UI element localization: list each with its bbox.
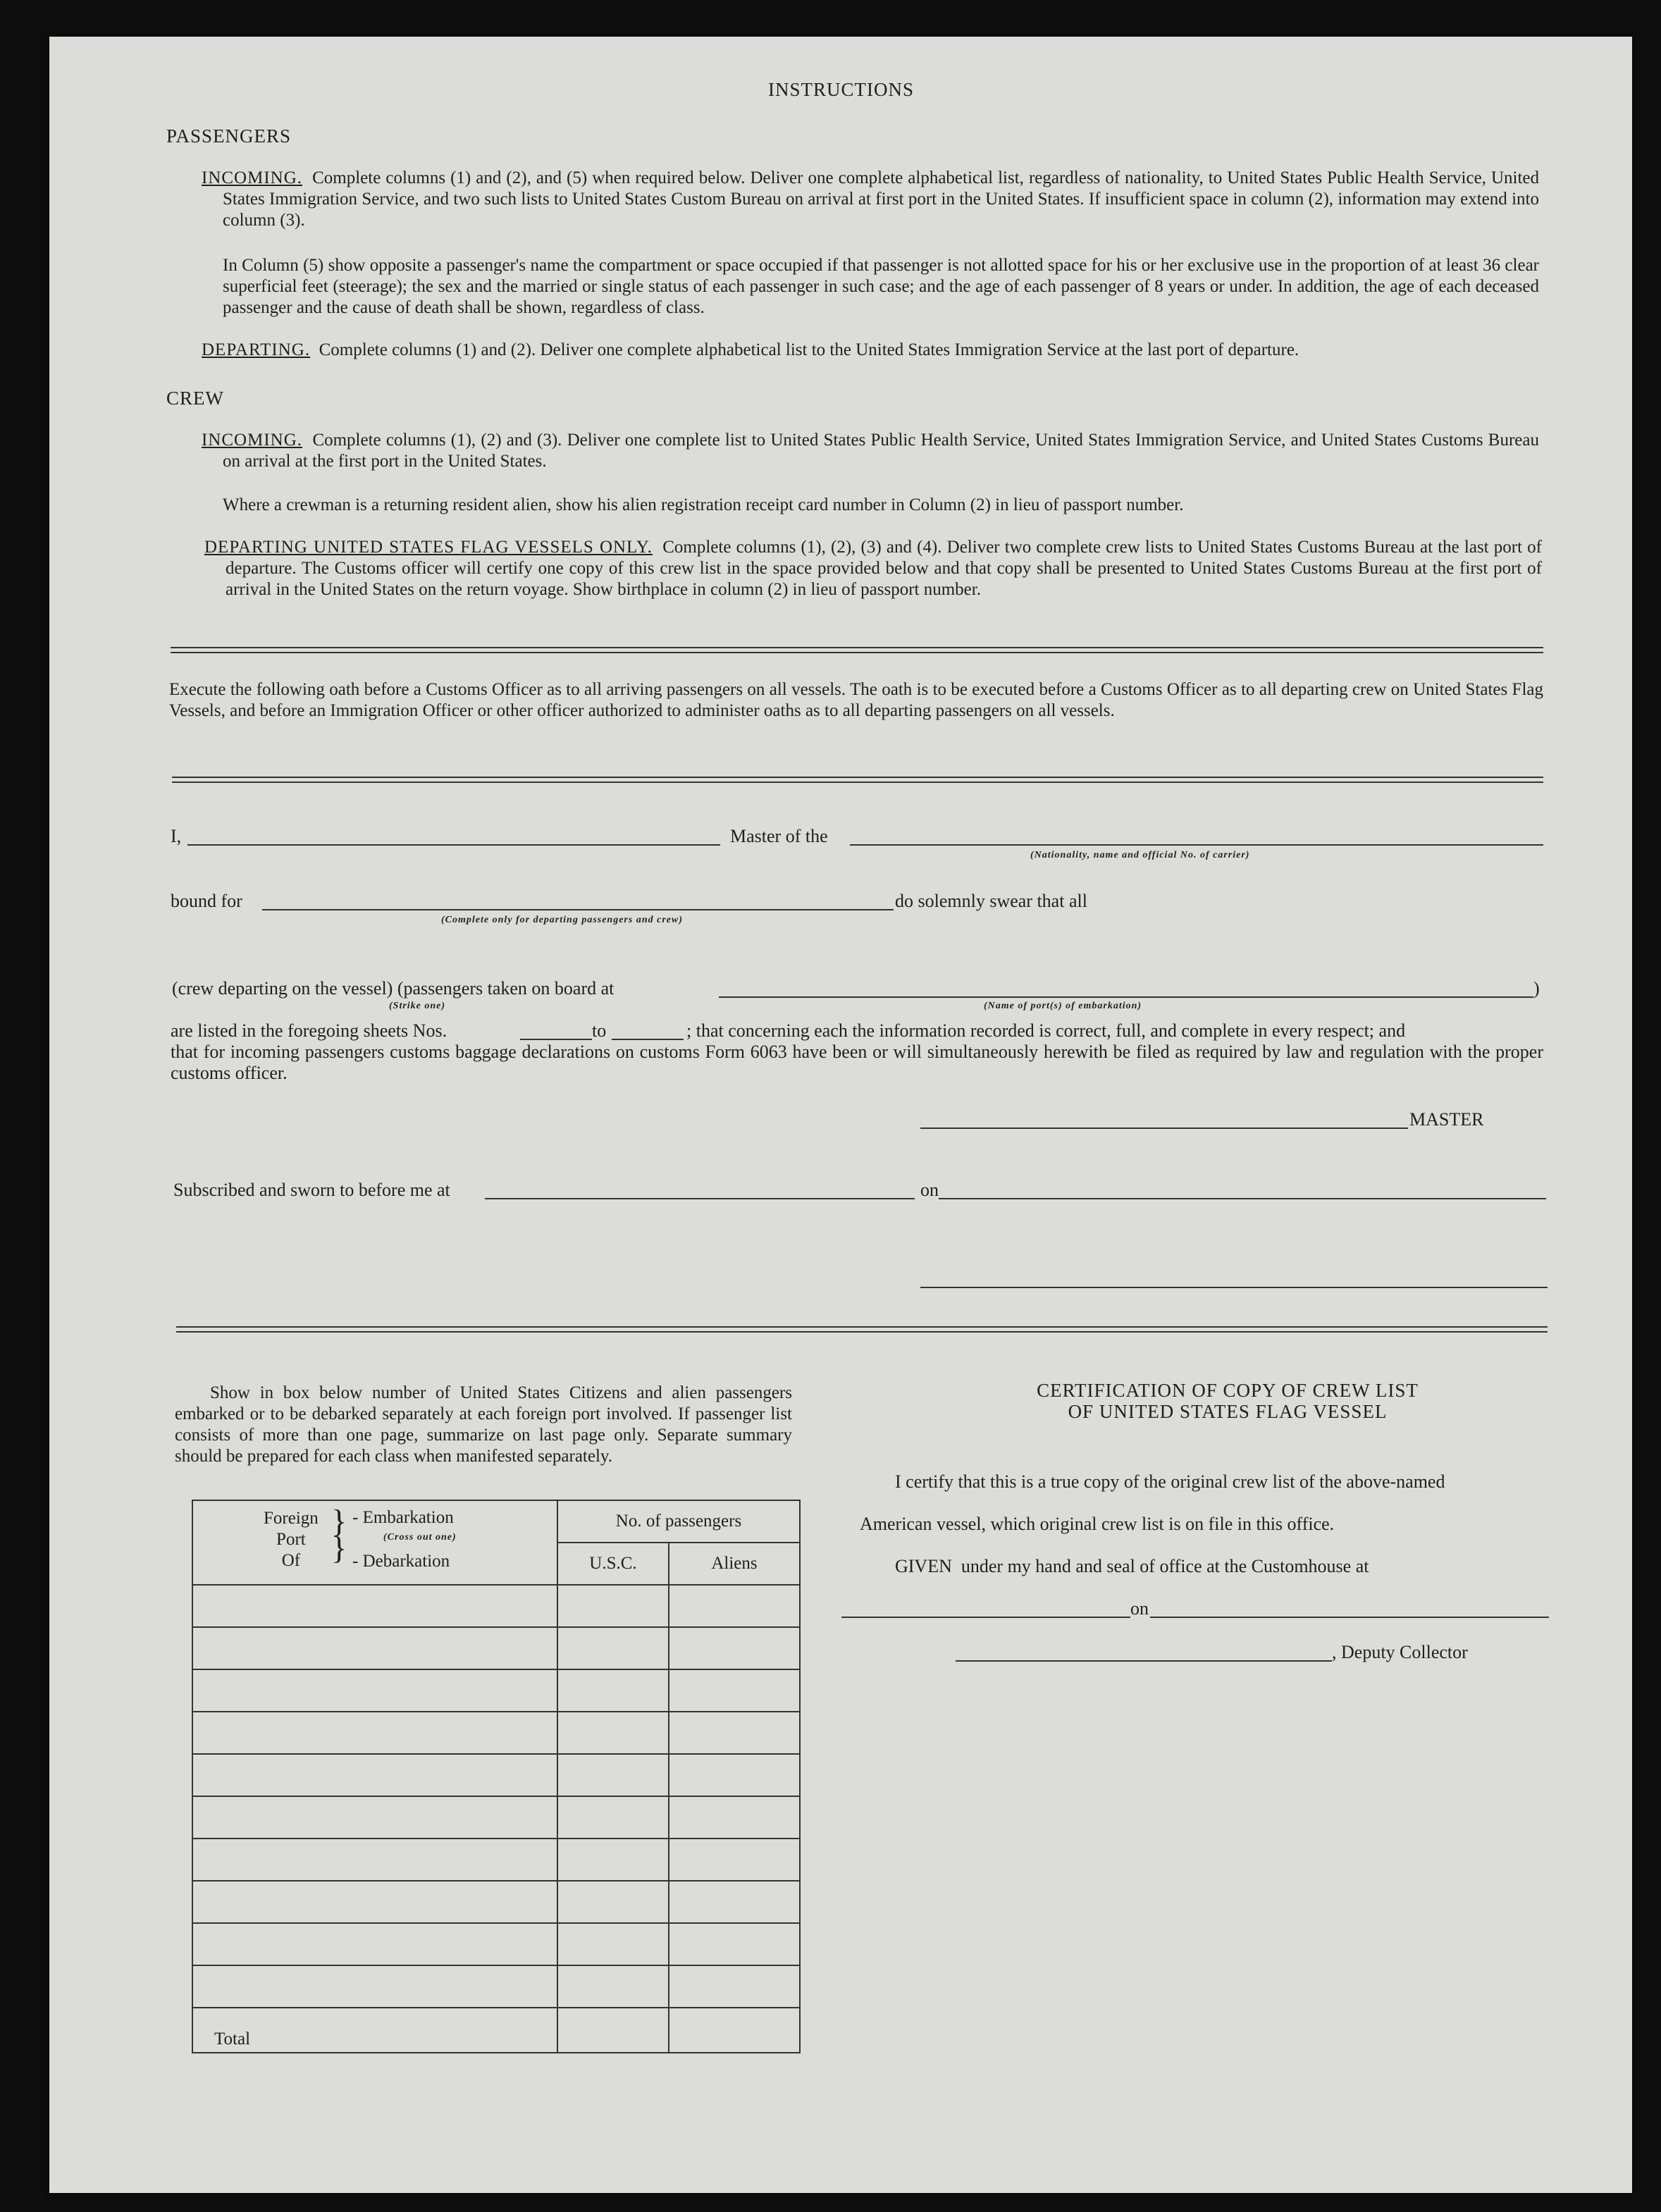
sheet-to-field[interactable] [612, 1039, 684, 1040]
crew-heading: CREW [166, 388, 224, 409]
no-of-passengers-header: No. of passengers [557, 1500, 800, 1543]
section-divider [176, 1326, 1548, 1333]
certification-line2: American vessel, which original crew list is on file in this office. [860, 1514, 1335, 1534]
port-cell[interactable] [192, 1627, 557, 1669]
port-cell[interactable] [192, 1669, 557, 1712]
aliens-cell[interactable] [669, 1796, 800, 1839]
port-line-3: Of [281, 1551, 301, 1570]
total-label: Total [192, 2008, 557, 2053]
aliens-cell[interactable] [669, 1881, 800, 1923]
carrier-hint: (Nationality, name and official No. of carrier) [1030, 850, 1250, 860]
master-of-label: Master of the [730, 826, 828, 846]
certification-title-line2: OF UNITED STATES FLAG VESSEL [1068, 1401, 1388, 1422]
oath-i-label: I, [171, 826, 182, 846]
carrier-field[interactable] [850, 844, 1543, 846]
table-row [192, 1669, 800, 1712]
embarkation-ports-field[interactable] [719, 996, 1533, 998]
listed-rest-1: ; that concerning each the information recorded is correct, full, and complete in every respect; and [686, 1020, 1406, 1041]
usc-cell[interactable] [557, 1754, 669, 1796]
usc-cell[interactable] [557, 1881, 669, 1923]
passengers-incoming-label: INCOMING. [202, 168, 303, 187]
crew-incoming-text: Complete columns (1), (2) and (3). Deliver one complete list to United States Public Health Service, United States Immigration Service, and United States Customs Bureau on arrival at the first port in the United States. [223, 431, 1539, 471]
certification-title-line1: CERTIFICATION OF COPY OF CREW LIST [1037, 1380, 1419, 1401]
aliens-cell[interactable] [669, 1965, 800, 2008]
aliens-total-cell[interactable] [669, 2008, 800, 2053]
form-page [49, 37, 1632, 2193]
aliens-cell[interactable] [669, 1754, 800, 1796]
table-row [192, 1839, 800, 1881]
aliens-cell[interactable] [669, 1669, 800, 1712]
sworn-place-field[interactable] [485, 1198, 915, 1199]
to-label: to [592, 1020, 607, 1041]
usc-cell[interactable] [557, 1627, 669, 1669]
certification-line3-wrap [895, 1556, 1369, 1577]
port-line-2: Port [276, 1530, 306, 1549]
crew-incoming-label: INCOMING. [202, 431, 303, 450]
passengers-heading: PASSENGERS [166, 125, 292, 147]
foreign-port-header [192, 1500, 557, 1585]
cross-out-hint: (Cross out one) [383, 1532, 457, 1543]
passengers-incoming-note: In Column (5) show opposite a passenger's name the compartment or space occupied if that passenger is not allotted space for his or her exclusive use in the proportion of at least 36 clear superficial feet (steerage); the sex and the married or single status of each passenger in such case; and the age of each passenger of 8 years or under. In addition, the age of each deceased passenger and the cause of death shall be shown, regardless of class. [223, 256, 1539, 317]
strike-text: (crew departing on the vessel) (passengers taken on board at [172, 978, 615, 999]
table-row [192, 1585, 800, 1627]
certification-title [967, 1380, 1488, 1422]
customhouse-field[interactable] [841, 1617, 1130, 1618]
table-row [192, 1712, 800, 1754]
total-row [192, 2008, 800, 2053]
table-row [192, 1754, 800, 1796]
usc-cell[interactable] [557, 1669, 669, 1712]
port-cell[interactable] [192, 1839, 557, 1881]
embarkation-option[interactable]: - Embarkation [352, 1508, 454, 1527]
crew-incoming-note: Where a crewman is a returning resident alien, show his alien registration receipt card number in Column (2) in lieu of passport number. [223, 495, 1184, 514]
sworn-date-field[interactable] [939, 1198, 1546, 1199]
certification-line1: I certify that this is a true copy of the original crew list of the above-named [895, 1471, 1445, 1492]
aliens-cell[interactable] [669, 1712, 800, 1754]
strike-hint: (Strike one) [389, 1001, 446, 1011]
sworn-on-label: on [920, 1180, 939, 1200]
usc-cell[interactable] [557, 1839, 669, 1881]
table-row [192, 1627, 800, 1669]
section-divider [171, 647, 1543, 653]
brace-bottom: } [331, 1530, 347, 1566]
port-cell[interactable] [192, 1712, 557, 1754]
passengers-departing-text: Complete columns (1) and (2). Deliver one complete alphabetical list to the United States Immigration Service at the last port of departure. [319, 340, 1299, 359]
table-row [192, 1923, 800, 1965]
brace-top: } [331, 1503, 347, 1539]
crew-departing-label: DEPARTING UNITED STATES FLAG VESSELS ONLY. [204, 538, 653, 557]
crew-incoming-paragraph [202, 430, 1539, 472]
usc-total-cell[interactable] [557, 2008, 669, 2053]
bound-for-field[interactable] [262, 909, 894, 910]
table-row [192, 1796, 800, 1839]
usc-cell[interactable] [557, 1796, 669, 1839]
crew-departing-paragraph [204, 537, 1542, 600]
summary-instructions: Show in box below number of United States Citizens and alien passengers embarked or to be debarked separately at each foreign port involved. If passenger list consists of more than one page, summarize on last page only. Separate summary should be prepared for each class when manifested separately. [175, 1383, 792, 1466]
subscribed-label: Subscribed and sworn to before me at [173, 1180, 450, 1200]
usc-cell[interactable] [557, 1585, 669, 1627]
table-row [192, 1965, 800, 2008]
master-label: MASTER [1409, 1109, 1484, 1130]
debarkation-option[interactable]: - Debarkation [352, 1552, 450, 1571]
summary-header-row [192, 1500, 800, 1543]
passengers-incoming-text: Complete columns (1) and (2), and (5) when required below. Deliver one complete alphabetical list, regardless of nationality, to United States Public Health Service, United States Immigration Service, and two such lists to United States Custom Bureau on arrival at first port in the United States. If insufficient space in column (2), information may extend into column (3). [223, 168, 1539, 230]
bound-for-hint: (Complete only for departing passengers and crew) [441, 915, 683, 925]
close-paren: ) [1533, 978, 1540, 999]
port-cell[interactable] [192, 1796, 557, 1839]
usc-cell[interactable] [557, 1923, 669, 1965]
page-title: INSTRUCTIONS [768, 79, 915, 100]
swear-text: do solemnly swear that all [895, 891, 1087, 911]
aliens-cell[interactable] [669, 1923, 800, 1965]
listed-rest-2: that for incoming passengers customs baggage declarations on customs Form 6063 have been or will simultaneously herewith be filed as required by law and regulation with the proper customs officer. [171, 1042, 1543, 1083]
table-row [192, 1881, 800, 1923]
aliens-cell[interactable] [669, 1585, 800, 1627]
master-name-field[interactable] [187, 844, 720, 846]
aliens-header: Aliens [669, 1543, 800, 1585]
port-cell[interactable] [192, 1923, 557, 1965]
passengers-incoming-paragraph [202, 168, 1539, 231]
ports-hint: (Name of port(s) of embarkation) [984, 1001, 1142, 1011]
certification-date-field[interactable] [1150, 1617, 1549, 1618]
deputy-collector-label: , Deputy Collector [1332, 1642, 1468, 1662]
listed-prefix: are listed in the foregoing sheets Nos. [171, 1020, 447, 1041]
port-cell[interactable] [192, 1881, 557, 1923]
passenger-summary-table [192, 1500, 801, 2053]
oath-instructions: Execute the following oath before a Customs Officer as to all arriving passengers on all vessels. The oath is to be executed before a Customs Officer as to all departing crew on United States Flag Vessels, and before an Immigration Officer or other officer authorized to administer oaths as to all departing passengers on all vessels. [169, 680, 1543, 720]
passengers-departing-paragraph [202, 340, 1539, 361]
port-cell[interactable] [192, 1965, 557, 2008]
usc-header: U.S.C. [557, 1543, 669, 1585]
port-cell[interactable] [192, 1585, 557, 1627]
bound-for-label: bound for [171, 891, 242, 911]
given-label: GIVEN [895, 1556, 952, 1576]
certification-on-label: on [1130, 1598, 1149, 1619]
port-cell[interactable] [192, 1754, 557, 1796]
crew-departing-text: Complete columns (1), (2), (3) and (4). Deliver two complete crew lists to United States Customs Bureau at the last port of departure. The Customs officer will certify one copy of this crew list in the space provided below and that copy shall be presented to United States Customs Bureau at the first port of arrival in the United States on the return voyage. Show birthplace in column (2) in lieu of passport number. [226, 538, 1543, 599]
passengers-departing-label: DEPARTING. [202, 340, 311, 359]
sheet-from-field[interactable] [520, 1039, 592, 1040]
usc-cell[interactable] [557, 1712, 669, 1754]
deputy-signature-field[interactable] [956, 1660, 1332, 1662]
officer-signature-field[interactable] [920, 1287, 1548, 1288]
aliens-cell[interactable] [669, 1627, 800, 1669]
usc-cell[interactable] [557, 1965, 669, 2008]
aliens-cell[interactable] [669, 1839, 800, 1881]
master-signature-field[interactable] [920, 1127, 1408, 1129]
section-divider [172, 777, 1543, 783]
port-line-1: Foreign [264, 1509, 319, 1528]
certification-line3: under my hand and seal of office at the Customhouse at [961, 1556, 1369, 1576]
